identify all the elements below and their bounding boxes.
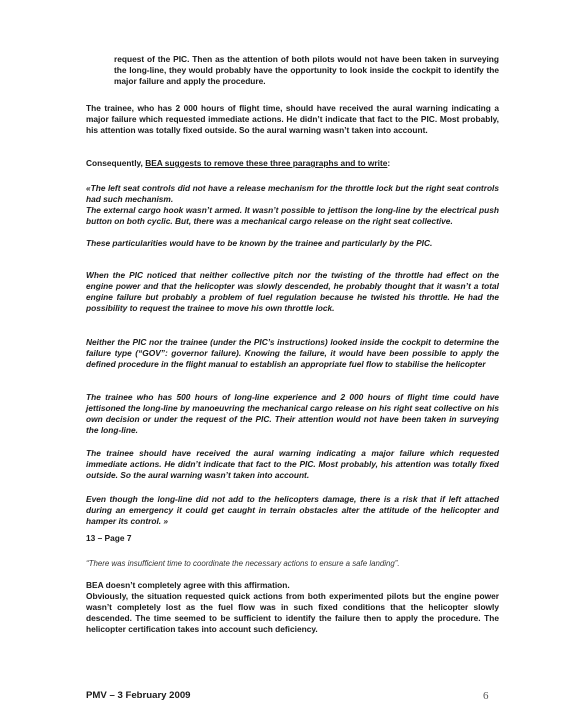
paragraph-intro-continuation: request of the PIC. Then as the attention of both pilots would not have been taken in surveying the long-line, they would probably have the opportunity to look inside the cockpit to identify the major failure and apply the procedure. [114,54,499,87]
quote-pic-noticed: When the PIC noticed that neither collective pitch nor the twisting of the throttle had effect on the engine power and that the helicopter was slowly descended, he probably thought that it wasn’t a total engine failure but probably a problem of fuel regulation because he twisted his throttle. He had the possibility to request the trainee to move his own throttle lock. [86,270,499,314]
consequently-prefix: Consequently, [86,158,146,168]
consequently-colon: : [387,158,391,168]
paragraph-trainee-warning: The trainee, who has 2 000 hours of flight time, should have received the aural warning indicating a major failure which requested immediate actions. He didn’t indicate that fact to the PIC. Most probably, his attention was totally fixed outside. So the aural warning wasn’t taken into account. [86,103,499,136]
quote-failure-type: Neither the PIC nor the trainee (under the PIC’s instructions) looked inside the cockpit to determine the failure type (“GOV”: governor failure). Knowing the failure, it would have been possible to apply the defined procedure in the flight manual to establish an appropriate fuel flow to stabilise the helicopter [86,337,499,370]
paragraph-consequently [86,158,499,169]
quote-aural-warning: The trainee should have received the aural warning indicating a major failure which requested immediate actions. He didn’t indicate that fact to the PIC. Most probably, his attention was totally fixed outside. So the aural warning wasn’t taken into account. [86,448,499,481]
bea-suggestion-underlined: BEA suggests to remove these three paragraphs and to write [145,158,388,168]
report-quote: “There was insufficient time to coordinate the necessary actions to ensure a safe landing”. [86,559,400,568]
footer-date: PMV – 3 February 2009 [86,690,191,701]
quote-left-seat-controls: «The left seat controls did not have a release mechanism for the throttle lock but the right seat controls had such mechanism. [86,183,499,205]
quote-long-line-risk: Even though the long-line did not add to the helicopters damage, there is a risk that if left attached during an emergency it could get caught in terrain obstacles alter the attitude of the helicopter and hamper its control. » [86,494,499,527]
section-heading: 13 – Page 7 [86,533,132,543]
quote-cargo-hook: The external cargo hook wasn’t armed. It wasn’t possible to jettison the long-line by the electrical push button on both cyclic. But, there was a mechanical cargo release on the right seat collective. [86,205,499,227]
quote-particularities: These particularities would have to be known by the trainee and particularly by the PIC. [86,238,433,248]
page-number: 6 [483,690,489,702]
paragraph-obviously: Obviously, the situation requested quick actions from both experimented pilots but the engine power wasn’t completely lost as the fuel flow was in such fixed conditions that the helicopter slowly descended. The time seemed to be sufficient to identify the failure then to apply the procedure. The helicopter certification takes into account such deficiency. [86,591,499,635]
quote-trainee-experience: The trainee who has 500 hours of long-line experience and 2 000 hours of flight time could have jettisoned the long-line by manoeuvring the mechanical cargo release on his right seat collective on his own decision or under the request of the PIC. Their attention would not have been taken in surveying the long-line. [86,392,499,436]
paragraph-bea-disagree: BEA doesn’t completely agree with this affirmation. [86,580,290,590]
